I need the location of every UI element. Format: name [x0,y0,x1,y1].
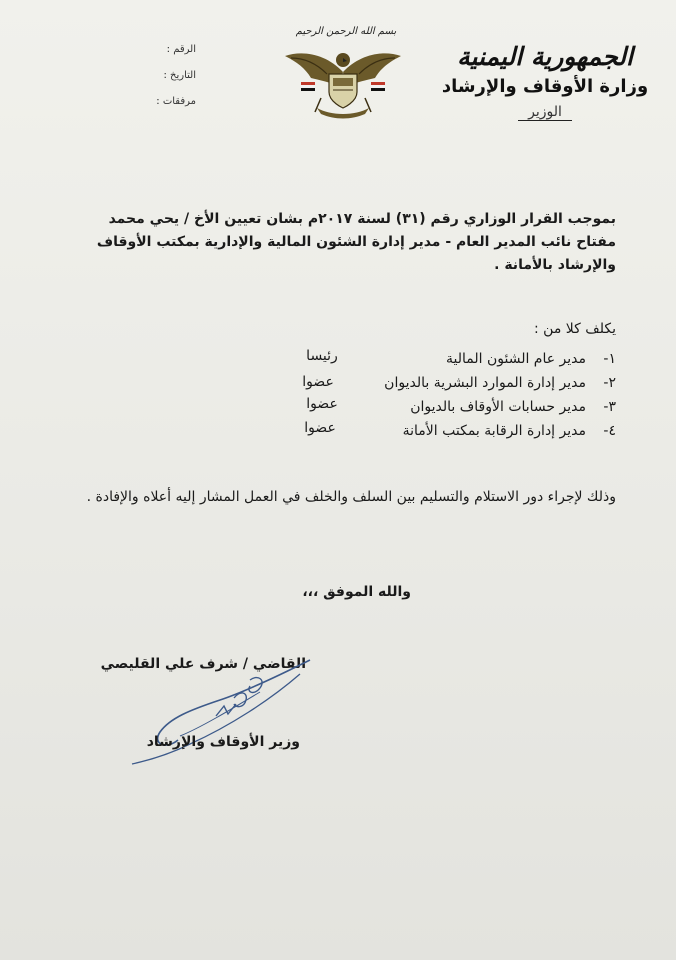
member-role: رئيسا [306,348,338,364]
member-role: عضوا [302,374,334,390]
member-role: عضوا [306,396,338,412]
attachments-field: مرفقات : [156,96,196,107]
list-item: ٣-مدير حسابات الأوقاف بالديوان [410,399,616,415]
ministry-name: وزارة الأوقاف والإرشاد [441,76,649,97]
signatory-title: وزير الأوقاف والإرشاد [146,734,300,750]
assign-heading: يكلف كلا من : [534,321,616,337]
list-item: ٤-مدير إدارة الرقابة بمكتب الأمانة [402,423,616,439]
list-item: ٢-مدير إدارة الموارد البشرية بالديوان [384,375,616,391]
member-role: عضوا [304,420,336,436]
basmala: بسم الله الرحمن الرحيم [295,26,397,37]
closing-salutation: والله الموفق ،،، [302,584,411,600]
letterhead-ministry [440,40,650,122]
closing-paragraph: وذلك لإجراء دور الاستلام والتسليم بين السلف والخلف في العمل المشار إليه أعلاه والإفادة . [86,489,616,505]
handwritten-signature [60,640,320,770]
signatory-name: القاضي / شرف علي القليصي [100,656,306,672]
yemen-eagle-emblem-icon [281,42,405,120]
decision-paragraph: بموجب القرار الوزاري رقم (٣١) لسنة ٢٠١٧م بشان تعيين الأخ / يحي محمد مفتاح نائب المدير العام - مدير إدارة الشئون المالية والإدارية بمكتب الأوقاف والإرشاد بالأمانة . [96,211,616,273]
reference-number-field: الرقم : [166,44,196,55]
republic-name: الجمهورية اليمنية [457,42,633,71]
list-item: ١-مدير عام الشئون المالية [446,351,616,367]
date-field: التاريخ : [163,70,196,81]
minister-label: الوزير [440,102,650,122]
